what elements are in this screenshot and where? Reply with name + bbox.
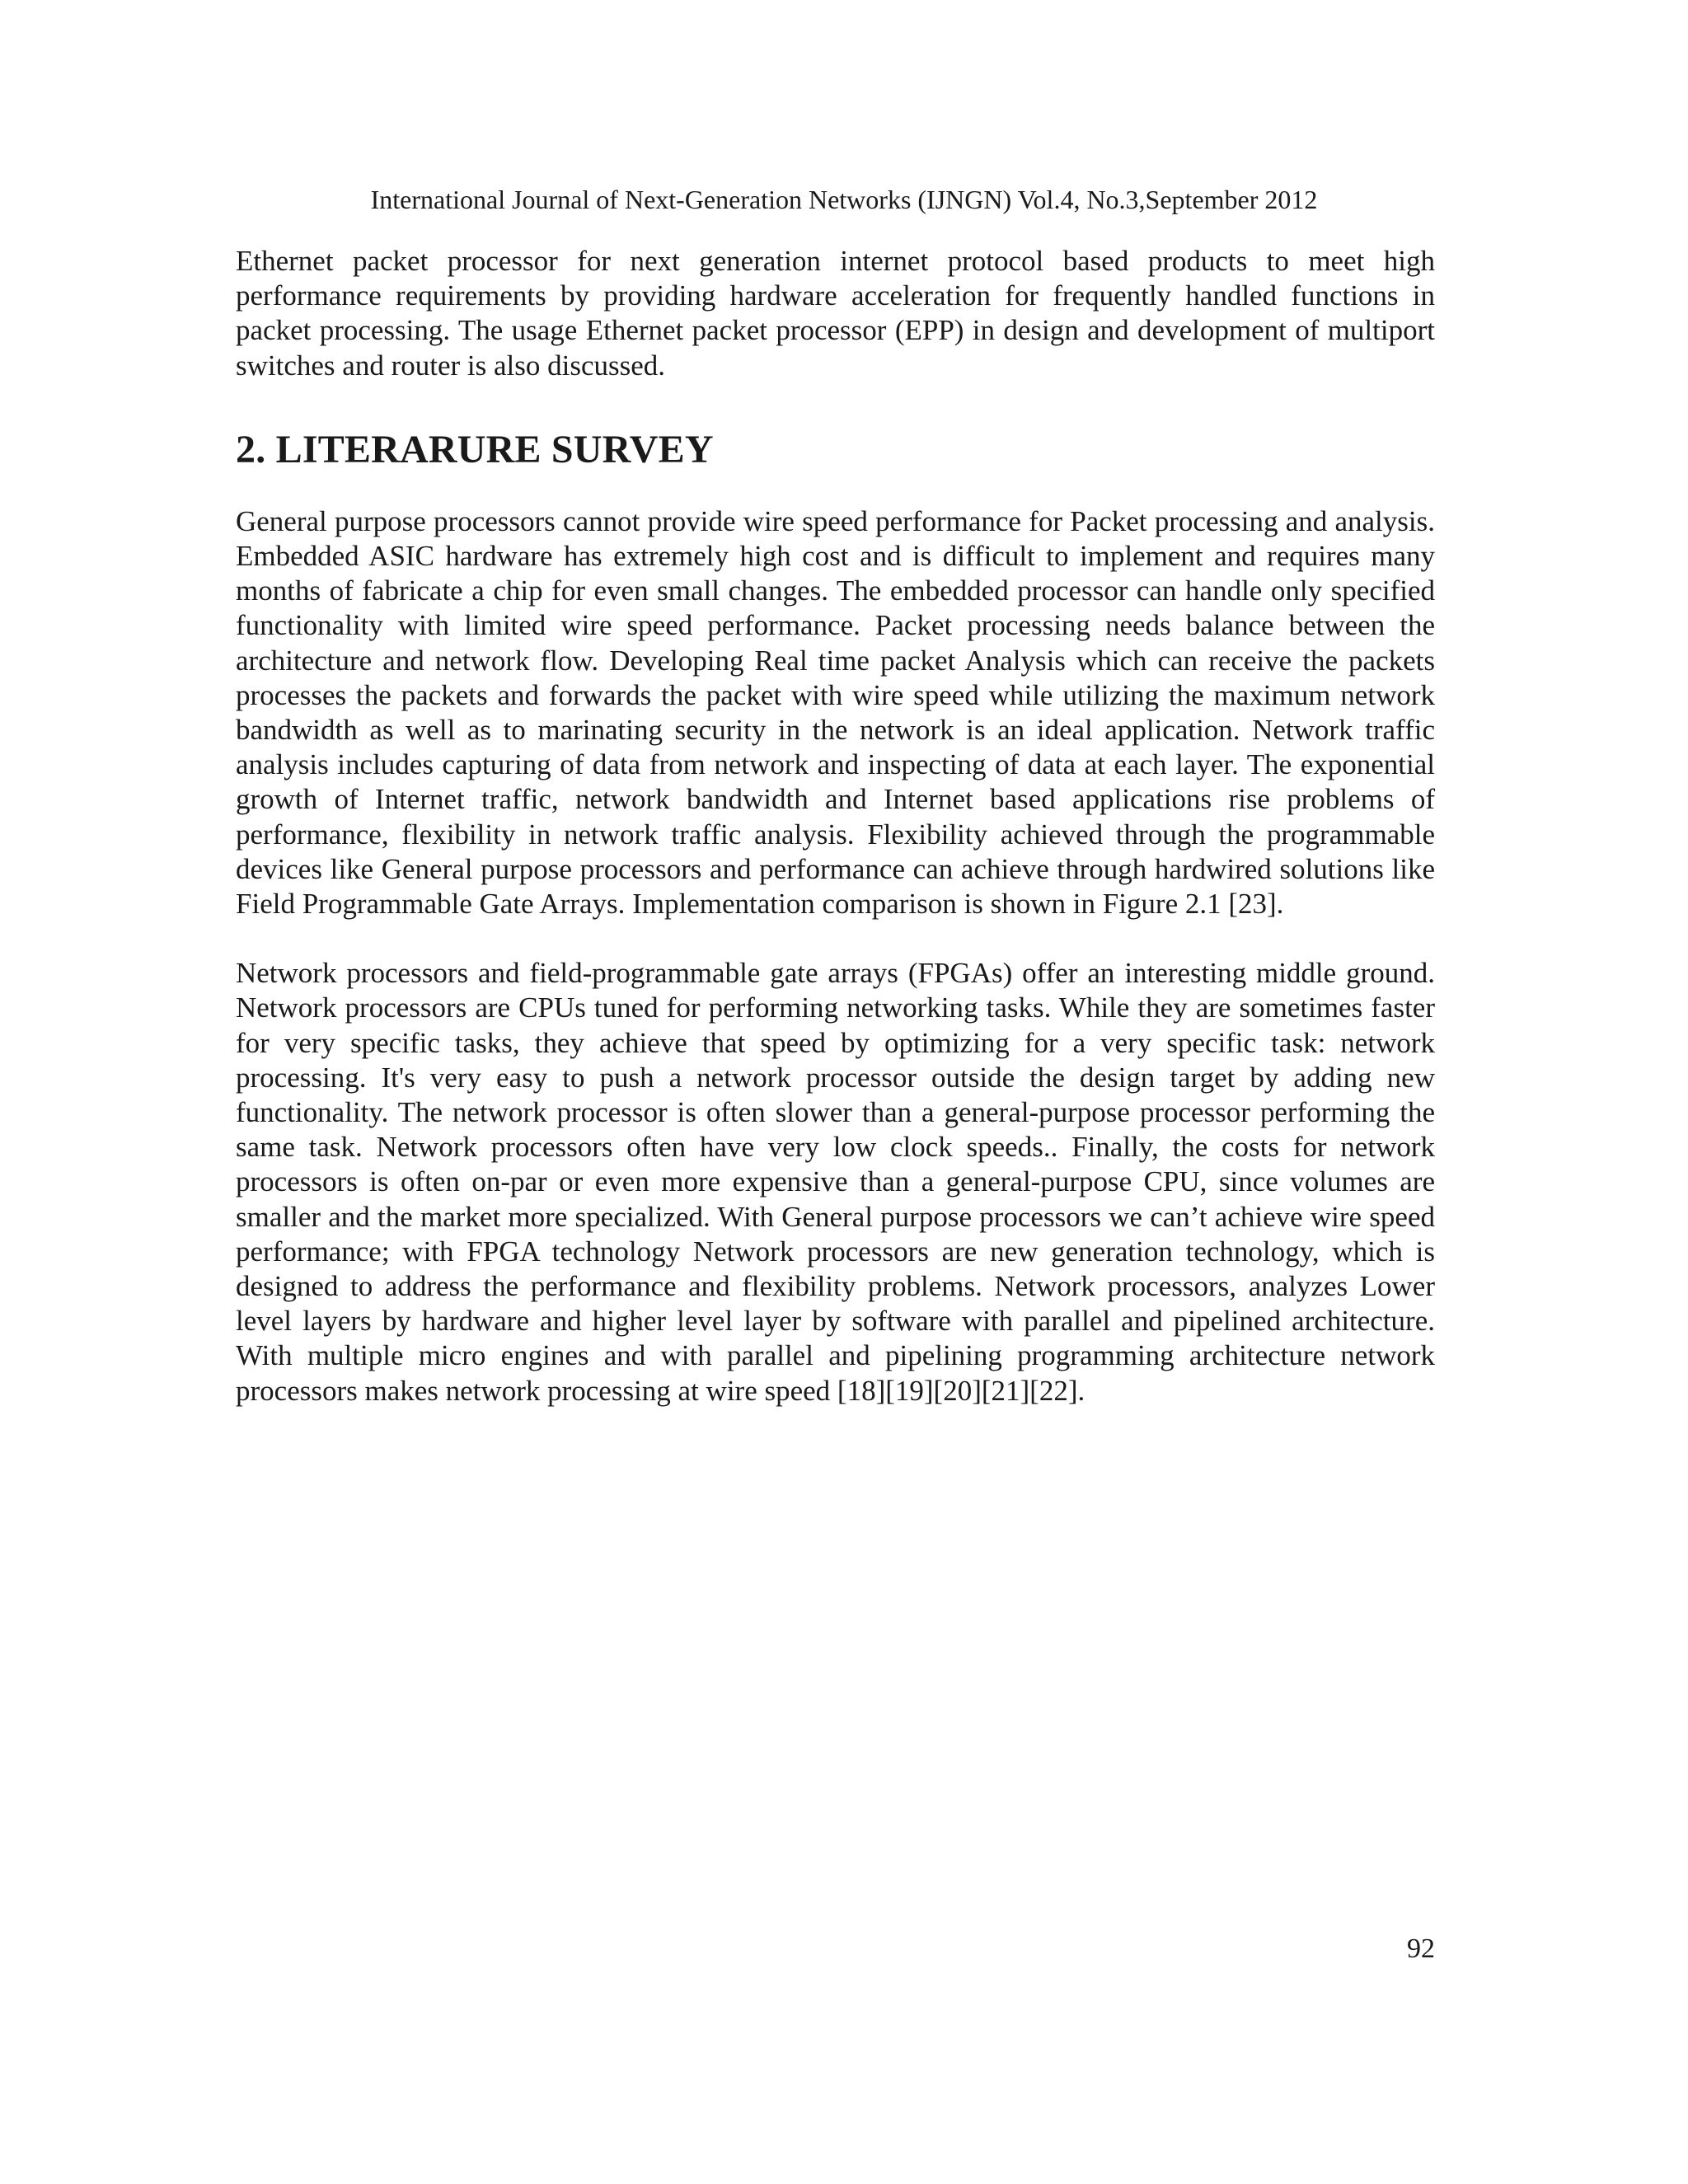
body-paragraph-2: Network processors and field-programmable gate arrays (FPGAs) offer an interesting middle ground. Network processors are CPUs tuned for performing networking tasks. While they are sometimes faster for very specific tasks, they achieve that speed by optimizing for a very specific task: network processing. It's very easy to push a network processor outside the design target by adding new functionality. The network processor is often slower than a general-purpose processor performing the same task. Network processors often have very low clock speeds.. Finally, the costs for network processors is often on-par or even more expensive than a general-purpose CPU, since volumes are smaller and the market more specialized. With General purpose processors we can’t achieve wire speed performance; with FPGA technology Network processors are new generation technology, which is designed to address the performance and flexibility problems. Network processors, analyzes Lower level layers by hardware and higher level layer by software with parallel and pipelined architecture. With multiple micro engines and with parallel and pipelining programming architecture network processors makes network processing at wire speed [18][19][20][21][22]. [236,957,1435,1407]
page-body [236,244,1435,1408]
page-number: 92 [1407,1933,1435,1964]
intro-paragraph: Ethernet packet processor for next generation internet protocol based products to meet high performance requirements by providing hardware acceleration for frequently handled functions in packet processing. The usage Ethernet packet processor (EPP) in design and development of multiport switches and router is also discussed. [236,245,1435,382]
body-paragraph-1: General purpose processors cannot provide wire speed performance for Packet processing and analysis. Embedded ASIC hardware has extremely high cost and is difficult to implement and requires many months of fabricate a chip for even small changes. The embedded processor can handle only specified functionality with limited wire speed performance. Packet processing needs balance between the architecture and network flow. Developing Real time packet Analysis which can receive the packets processes the packets and forwards the packet with wire speed while utilizing the maximum network bandwidth as well as to marinating security in the network is an ideal application. Network traffic analysis includes capturing of data from network and inspecting of data at each layer. The exponential growth of Internet traffic, network bandwidth and Internet based applications rise problems of performance, flexibility in network traffic analysis. Flexibility achieved through the programmable devices like General purpose processors and performance can achieve through hardwired solutions like Field Programmable Gate Arrays. Implementation comparison is shown in Figure 2.1 [23]. [236,504,1435,921]
section-heading: 2. LITERARURE SURVEY [236,427,714,471]
journal-running-header: International Journal of Next-Generation Networks (IJNGN) Vol.4, No.3,September 2012 [370,185,1318,214]
